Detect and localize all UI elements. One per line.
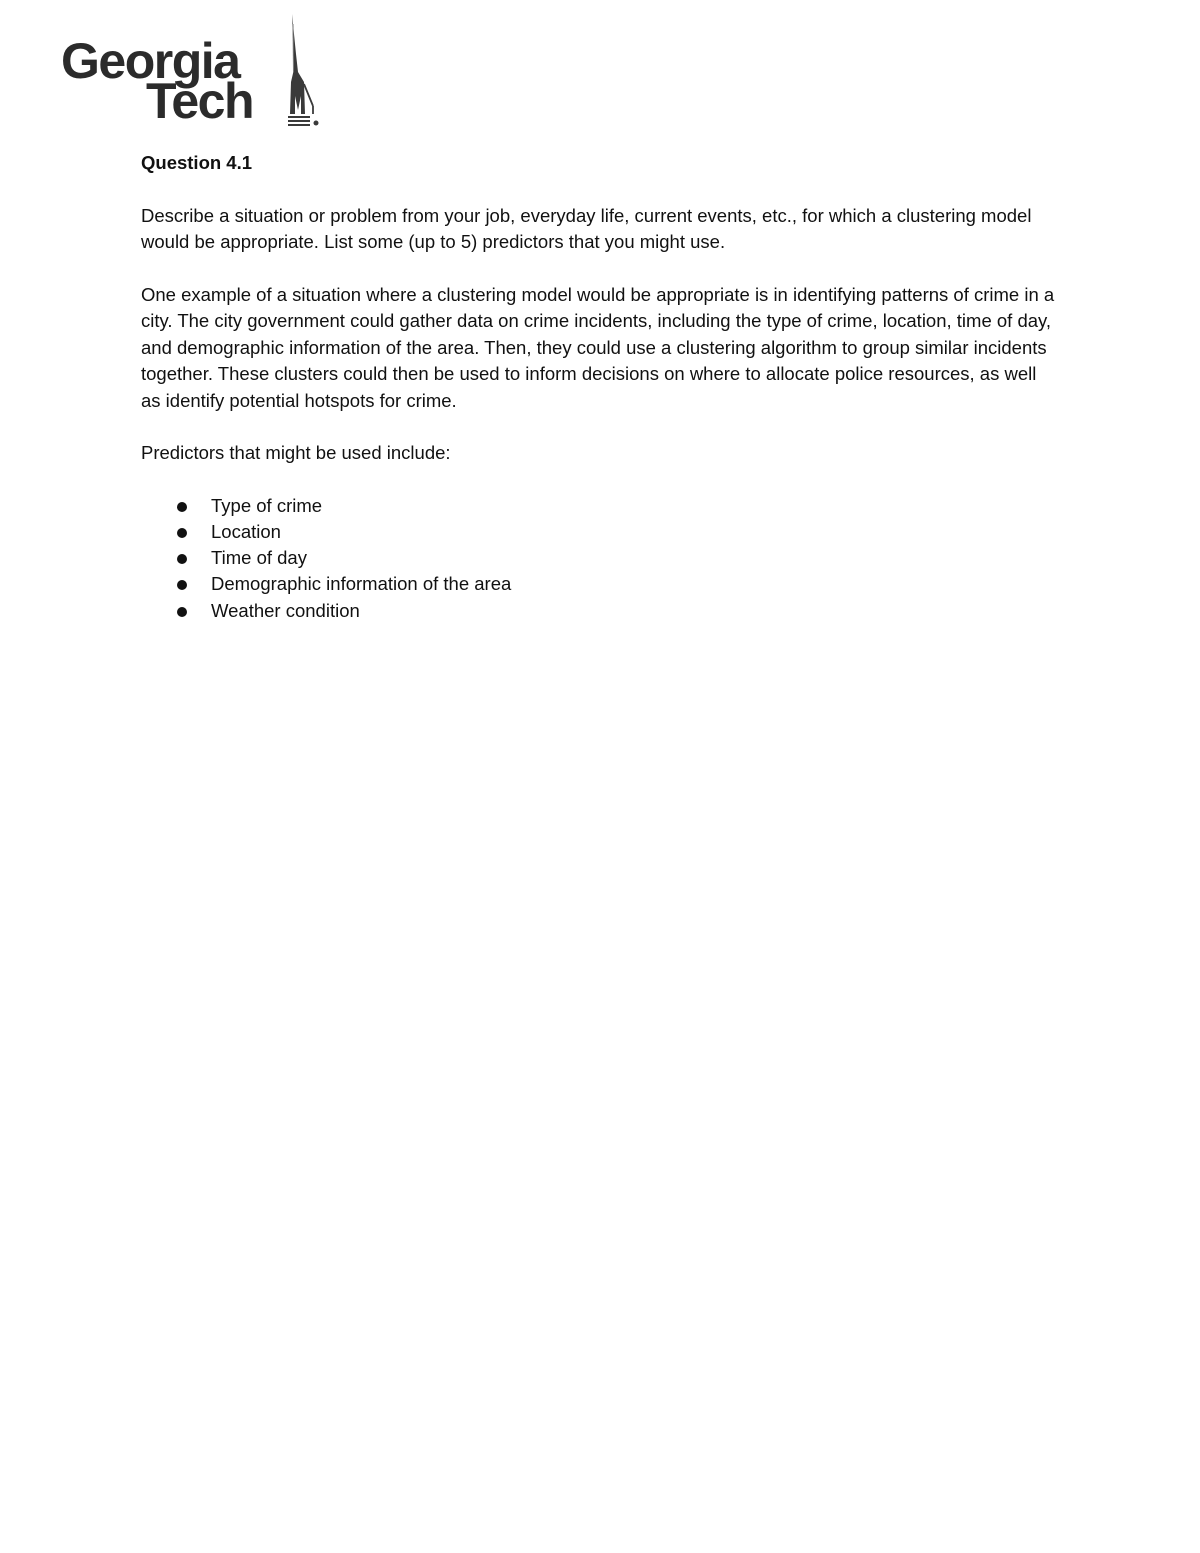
question-content (141, 150, 1061, 624)
bullet-icon (177, 580, 187, 590)
question-prompt: Describe a situation or problem from your job, everyday life, current events, etc., for which a clustering model would be appropriate. List some (up to 5) predictors that you might use. (141, 204, 1032, 252)
predictor-label: Weather condition (211, 599, 360, 621)
list-item (141, 493, 1061, 519)
question-title: Question 4.1 (141, 152, 253, 173)
bullet-icon (177, 502, 187, 512)
tech-tower-icon (280, 14, 325, 129)
bullet-icon (177, 528, 187, 538)
list-item (141, 571, 1061, 597)
predictors-list (141, 493, 1061, 624)
list-item (141, 598, 1061, 624)
predictor-label: Demographic information of the area (211, 573, 512, 595)
predictor-label: Location (211, 520, 281, 542)
predictor-label: Type of crime (211, 494, 323, 516)
list-item (141, 545, 1061, 571)
logo-line-georgia: Georgia (61, 33, 240, 89)
bullet-icon (177, 554, 187, 564)
bullet-icon (177, 607, 187, 617)
answer-paragraph: One example of a situation where a clustering model would be appropriate is in identifying patterns of crime in a city. The city government could gather data on crime incidents, including the type of crime, location, time of day, and demographic information of the area. Then, they could use a clustering algorithm to group similar incidents together. These clusters could then be used to inform decisions on where to allocate police resources, as well as identify potential hotspots for crime. (141, 283, 1055, 411)
logo-line-tech: Tech (146, 73, 253, 129)
georgia-tech-logo (58, 14, 323, 129)
list-item (141, 519, 1061, 545)
predictor-label: Time of day (211, 547, 307, 569)
predictors-intro: Predictors that might be used include: (141, 442, 451, 463)
